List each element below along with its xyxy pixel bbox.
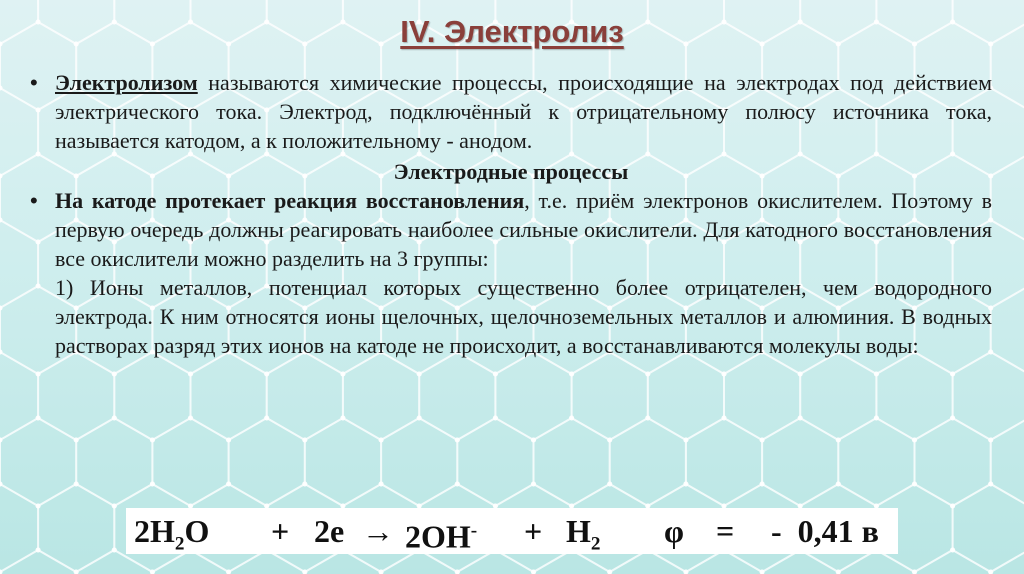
group-1-text: 1) Ионы металлов, потенциал которых существенно более отрицателен, чем водородного электрода. К ним относятся ионы щелочных, щелочноземельных металлов и алюминия. В водных растворах разряд этих ионов на катоде не происходит, а восстанавливаются молекулы воды: [55,275,992,358]
equation-equals: = [716,513,735,549]
cathode-paragraph [30,186,992,273]
equation-box [126,508,898,554]
equation-potential-value: - 0,41 в [771,513,879,549]
section-subheading: Электродные процессы [393,159,629,184]
group-1-paragraph [30,273,992,360]
equation-plus-1: + [271,513,290,549]
slide-body [30,68,992,360]
equation-electrons: 2е [314,513,345,549]
term-electrolysis: Электролизом [55,70,198,95]
equation-rhs-hydroxide: 2OH- [405,518,478,555]
equation-rhs-hydrogen: $H_2$ [566,513,601,555]
equation-plus-2: + [524,513,543,549]
cathode-bold-text: На катоде протекает реакция восстановления [55,188,525,213]
cathode-text: , т.е. приём электронов окислителем. Поэтому в первую очередь должны реагировать наиболее сильные окислители. Для катодного восстановления все окислители можно разделить на 3 группы: [55,188,992,271]
equation-phi: φ [664,513,684,549]
bullet-icon [30,68,38,97]
definition-text: называются химические процессы, происходящие на электродах под действием электрического тока. Электрод, подключённый к отрицательному полюсу источника тока, называется катодом, а к положительному - анодом. [55,70,992,153]
equation-arrow: → [362,513,394,549]
bullet-icon [30,186,38,215]
slide-title: IV. Электролиз [400,14,624,49]
equation-lhs-water: $2H_2O$ [134,513,210,555]
definition-paragraph [30,68,992,155]
